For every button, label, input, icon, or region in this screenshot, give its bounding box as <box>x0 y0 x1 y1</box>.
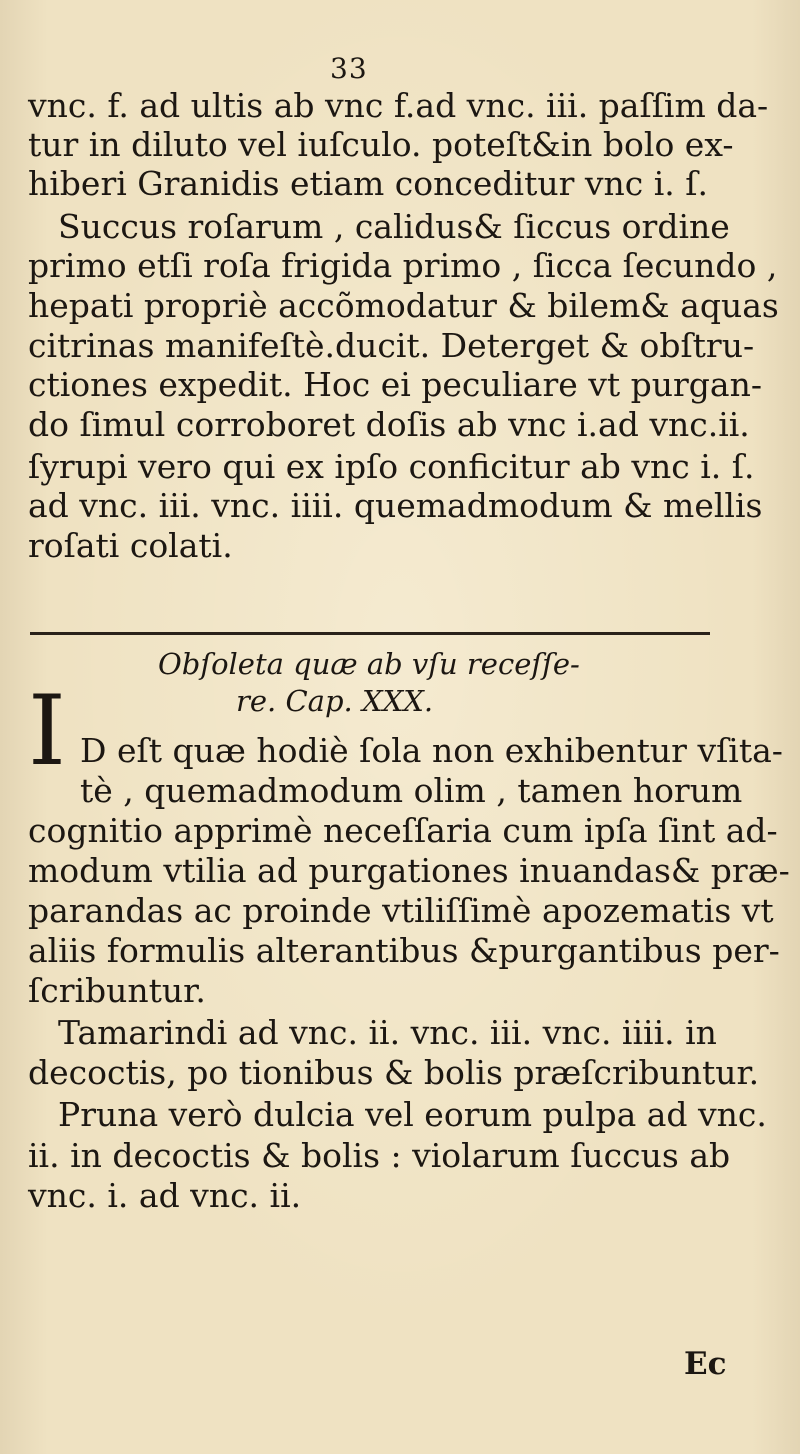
text-line-9: do ſimul corroboret doſis ab vnc i.ad vnc.ii. <box>28 405 750 444</box>
text-line-24: vnc. i. ad vnc. ii. <box>28 1176 302 1215</box>
text-line-20: Tamarindi ad vnc. ii. vnc. iii. vnc. iiii. in <box>58 1013 717 1052</box>
text-line-18: aliis formulis alterantibus &purgantibus per- <box>28 931 780 970</box>
text-line-3: hiberi Granidis etiam conceditur vnc i. ſ. <box>28 164 708 203</box>
text-line-21: decoctis, po tionibus & bolis præſcribuntur. <box>28 1053 760 1092</box>
text-line-12: roſati colati. <box>28 526 233 565</box>
drop-capital: I <box>28 675 66 787</box>
text-line-7: citrinas manifeſtè.ducit. Deterget & obſtru- <box>28 326 755 365</box>
text-line-6: hepati propriè accõmodatur & bilem& aquas <box>28 286 779 325</box>
section-divider-rule <box>30 632 710 635</box>
catchword: Ec <box>684 1346 727 1382</box>
text-line-2: tur in diluto vel iuſculo. poteſt&in bolo ex- <box>28 125 734 164</box>
text-line-14: tè , quemadmodum olim , tamen horum <box>80 771 743 810</box>
text-line-16: modum vtilia ad purgationes inuandas& præ- <box>28 851 790 890</box>
text-line-5: primo etſi roſa frigida primo , ſicca ſecundo , <box>28 246 778 285</box>
text-line-22: Pruna verò dulcia vel eorum pulpa ad vnc. <box>58 1095 767 1134</box>
text-line-15: cognitio apprimè neceſſaria cum ipſa ſint ad- <box>28 811 778 850</box>
chapter-heading-line-1: Obſoleta quæ ab vſu receſſe- <box>158 647 580 681</box>
text-line-4: Succus roſarum , calidus& ſiccus ordine <box>58 207 730 246</box>
text-line-10: ſyrupi vero qui ex ipſo conficitur ab vnc i. ſ. <box>28 447 755 486</box>
text-line-8: ctiones expedit. Hoc ei peculiare vt purgan- <box>28 365 762 404</box>
text-line-17: parandas ac proinde vtiliſſimè apozematis vt <box>28 891 774 930</box>
text-line-19: ſcribuntur. <box>28 971 206 1010</box>
page-number: 33 <box>330 52 368 85</box>
text-line-11: ad vnc. iii. vnc. iiii. quemadmodum & mellis <box>28 486 763 525</box>
text-line-23: ii. in decoctis & bolis : violarum ſuccus ab <box>28 1136 731 1175</box>
chapter-heading-line-2: re. Cap. XXX. <box>236 684 434 718</box>
text-line-1: vnc. f. ad ultis ab vnc f.ad vnc. iii. paſſim da- <box>28 86 769 125</box>
text-line-13: D eſt quæ hodiè ſola non exhibentur vſita- <box>80 731 783 770</box>
